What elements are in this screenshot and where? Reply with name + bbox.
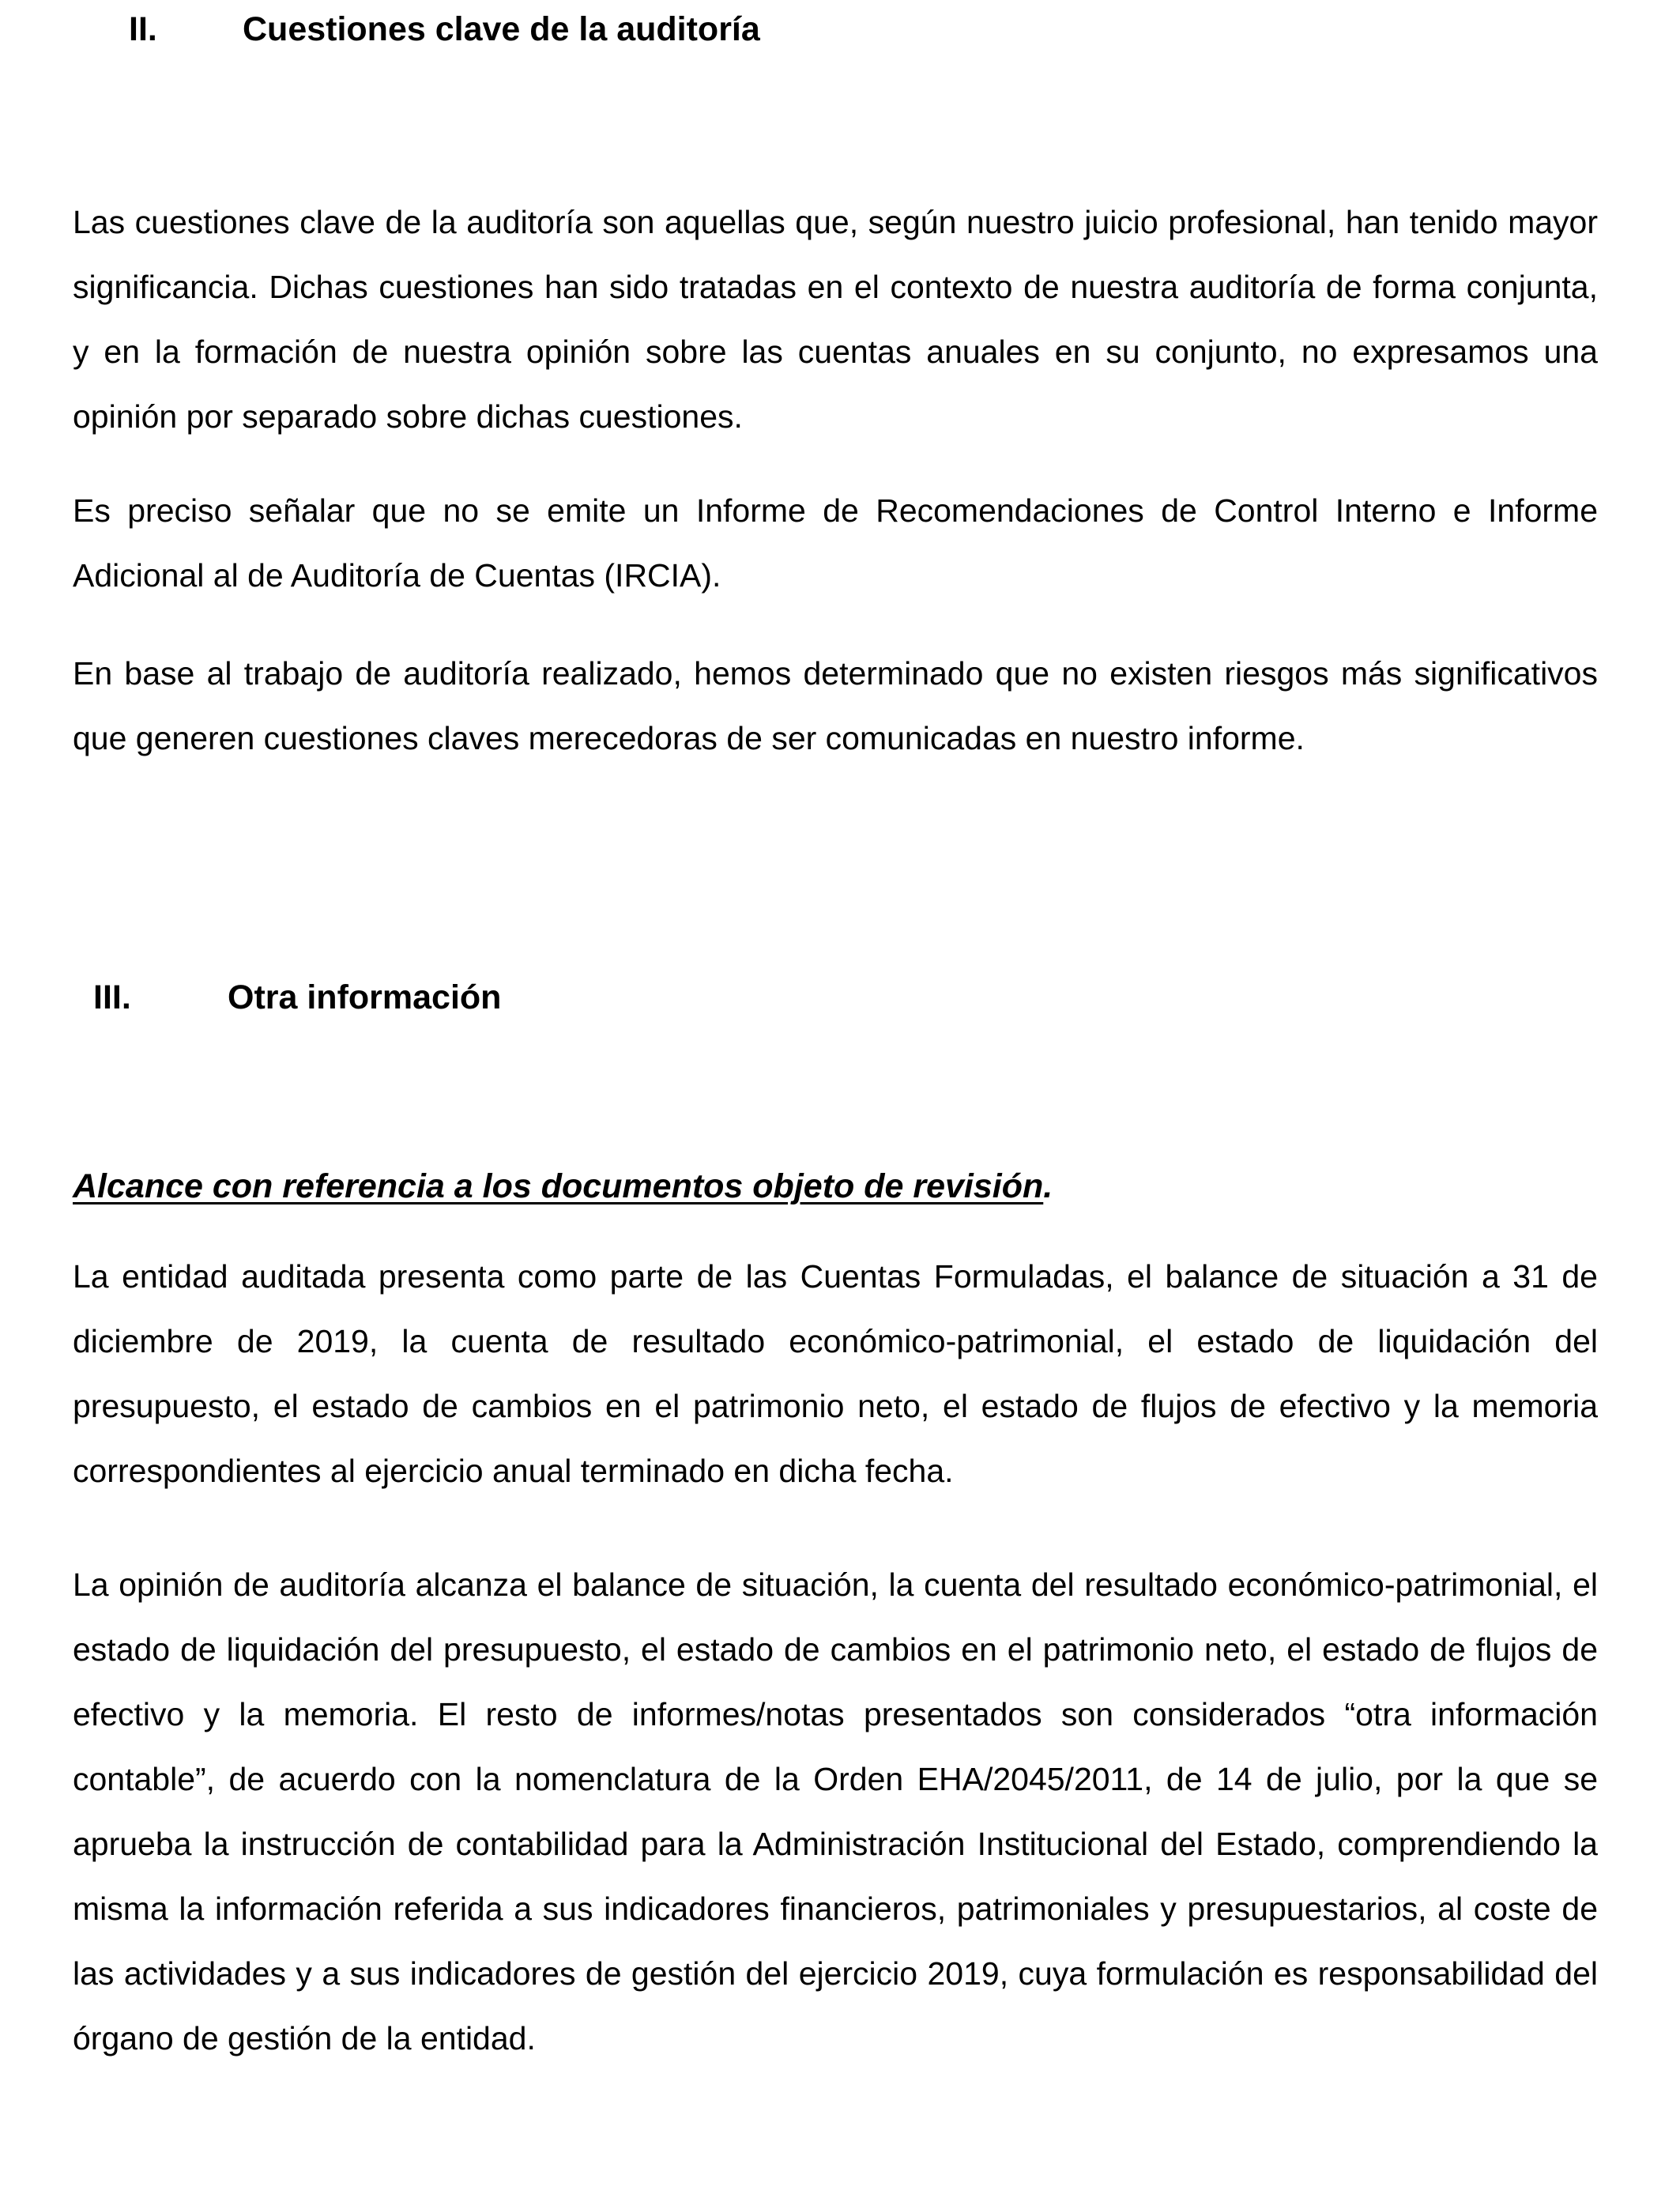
paragraph-no-significant-risks: En base al trabajo de auditoría realizado, hemos determinado que no existen riesgos más significativos que generen cuestiones claves merecedoras de ser comunicadas en nuestro informe. — [73, 655, 1598, 756]
paragraph-ircia-note: Es preciso señalar que no se emite un Informe de Recomendaciones de Control Interno e Informe Adicional al de Auditoría de Cuentas (IRCIA). — [73, 492, 1598, 594]
section-number: III. — [93, 978, 131, 1016]
section-number: II. — [129, 10, 157, 48]
subsection-title: Alcance con referencia a los documentos objeto de revisión — [73, 1167, 1044, 1205]
paragraph-presented-statements: La entidad auditada presenta como parte de las Cuentas Formuladas, el balance de situación a 31 de diciembre de 2019, la cuenta de resultado económico-patrimonial, el estado de liquidación del presupuesto, el estado de cambios en el patrimonio neto, el estado de flujos de efectivo y la memoria correspondientes al ejercicio anual terminado en dicha fecha. — [73, 1258, 1598, 1489]
subsection-heading-scope — [73, 1167, 1053, 1206]
subsection-trailing-period: . — [1043, 1167, 1053, 1205]
paragraph-audit-opinion-scope: La opinión de auditoría alcanza el balance de situación, la cuenta del resultado económico-patrimonial, el estado de liquidación del presupuesto, el estado de cambios en el patrimonio neto, el estado de flujos de efectivo y la memoria. El resto de informes/notas presentados son considerados “otra información contable”, de acuerdo con la nomenclatura de la Orden EHA/2045/2011, de 14 de julio, por la que se aprueba la instrucción de contabilidad para la Administración Institucional del Estado, comprendiendo la misma la información referida a sus indicadores financieros, patrimoniales y presupuestarios, al coste de las actividades y a sus indicadores de gestión del ejercicio 2019, cuya formulación es responsabilidad del órgano de gestión de la entidad. — [73, 1566, 1598, 2056]
section-title: Cuestiones clave de la auditoría — [243, 10, 760, 48]
paragraph-key-audit-matters: Las cuestiones clave de la auditoría son aquellas que, según nuestro juicio profesional, han tenido mayor significancia. Dichas cuestiones han sido tratadas en el contexto de nuestra auditoría de forma conjunta, y en la formación de nuestra opinión sobre las cuentas anuales en su conjunto, no expresamos una opinión por separado sobre dichas cuestiones. — [73, 204, 1598, 435]
section-title: Otra información — [228, 978, 502, 1016]
